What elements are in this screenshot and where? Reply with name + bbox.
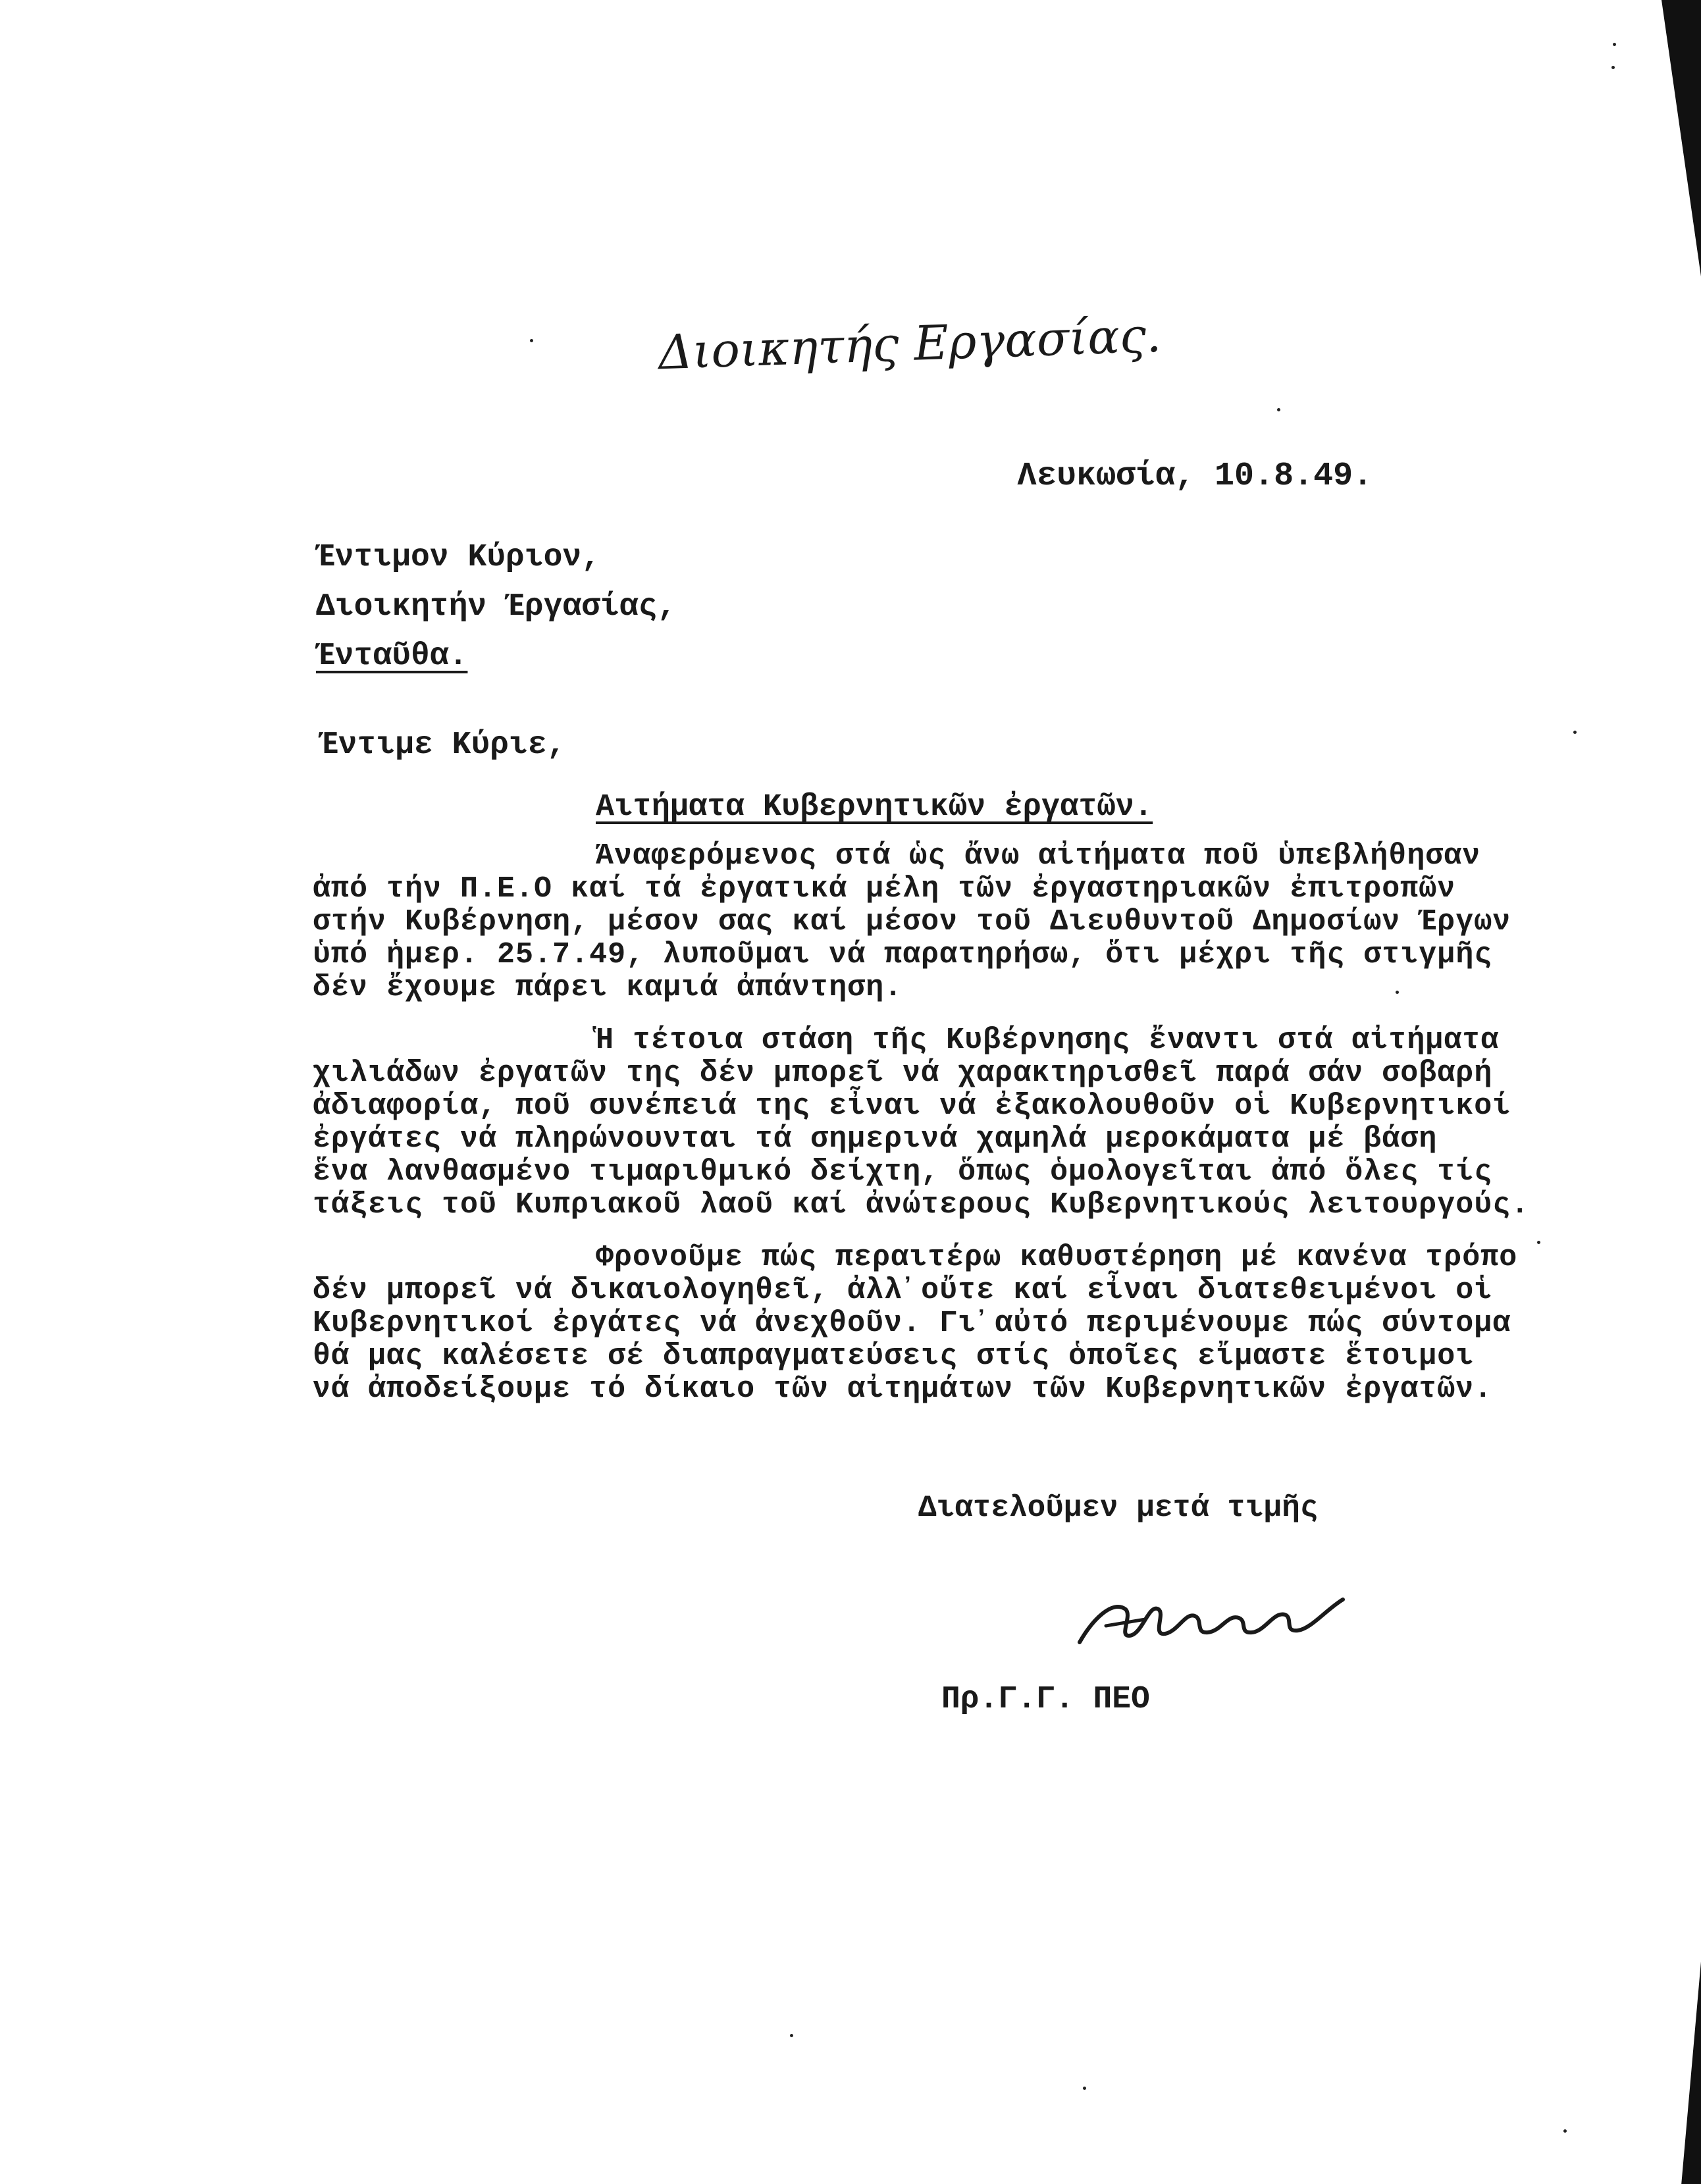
body-line: νά ἀποδείξουμε τό δίκαιο τῶν αἰτημάτων τῶν Κυβερνητικῶν ἐργατῶν. <box>313 1372 1493 1406</box>
recipient-line-2: Διοικητήν Έργασίας, <box>316 589 677 625</box>
scan-speck <box>790 2034 793 2037</box>
body-line: χιλιάδων ἐργατῶν της δέν μπορεῖ νά χαρακτηρισθεῖ παρά σάν σοβαρή <box>313 1056 1493 1090</box>
scan-speck <box>1277 408 1280 411</box>
scan-speck <box>1396 991 1399 994</box>
body-line: ἀπό τήν Π.Ε.Ο καί τά ἐργατικά μέλη τῶν ἐργαστηριακῶν ἐπιτροπῶν <box>313 872 1456 906</box>
scan-edge-shadow <box>1622 0 1701 276</box>
body-line: στήν Κυβέρνηση, μέσον σας καί μέσον τοῦ Διευθυντοῦ Δημοσίων Έργων <box>313 905 1511 939</box>
recipient-line-1: Έντιμον Κύριον, <box>316 540 601 575</box>
scan-speck <box>1537 1241 1540 1244</box>
body-line: Κυβερνητικοί ἐργάτες νά ἀνεχθοῦν. Γι᾽αὐτό περιμένουμε πώς σύντομα <box>313 1307 1511 1340</box>
body-line: τάξεις τοῦ Κυπριακοῦ λαοῦ καί ἀνώτερους Κυβερνητικούς λειτουργούς. <box>313 1188 1530 1222</box>
recipient-line-3: Ένταῦθα. <box>316 638 468 674</box>
scan-speck <box>530 339 533 342</box>
signatory-line: Πρ.Γ.Γ. ΠΕΟ <box>941 1682 1150 1717</box>
body-line: Άναφερόμενος στά ὡς ἄνω αἰτήματα ποῦ ὑπεβλήθησαν <box>596 839 1481 873</box>
body-line: ἐργάτες νά πληρώνουνται τά σημερινά χαμηλά μεροκάματα μέ βάση <box>313 1122 1438 1156</box>
body-line: ὑπό ἡμερ. 25.7.49, λυποῦμαι νά παρατηρήσω, ὅτι μέχρι τῆς στιγμῆς <box>313 938 1493 972</box>
handwritten-heading: Διοικητής Εργασίας. <box>657 307 1163 380</box>
subject-line: Αιτήματα Κυβερνητικῶν ἐργατῶν. <box>596 790 1153 825</box>
body-line: ἕνα λανθασμένο τιμαριθμικό δείχτη, ὅπως ὁμολογεῖται ἀπό ὅλες τίς <box>313 1155 1493 1189</box>
scan-speck <box>1563 2129 1567 2133</box>
body-line: Ἡ τέτοια στάση τῆς Κυβέρνησης ἔναντι στά αἰτήματα <box>596 1024 1500 1057</box>
scan-edge-shadow-bottom <box>1662 1962 1701 2184</box>
closing-line: Διατελοῦμεν μετά τιμῆς <box>918 1491 1319 1525</box>
handwritten-signature <box>1066 1573 1356 1659</box>
body-line: ἀδιαφορία, ποῦ συνέπειά της εἶναι νά ἐξακολουθοῦν οἱ Κυβερνητικοί <box>313 1089 1511 1123</box>
body-line: Φρονοῦμε πώς περαιτέρω καθυστέρηση μέ κανένα τρόπο <box>596 1241 1518 1274</box>
scan-speck <box>1611 66 1615 69</box>
body-line: δέν μπορεῖ νά δικαιολογηθεῖ, ἀλλ᾽οὔτε καί εἶναι διατεθειμένοι οἱ <box>313 1274 1493 1307</box>
body-line: δέν ἔχουμε πάρει καμιά ἀπάντηση. <box>313 971 903 1004</box>
salutation: Έντιμε Κύριε, <box>319 727 566 763</box>
scan-speck <box>1613 43 1616 46</box>
date-line: Λευκωσία, 10.8.49. <box>1017 457 1373 495</box>
body-line: θά μας καλέσετε σέ διαπραγματεύσεις στίς ὁποῖες εἴμαστε ἕτοιμοι <box>313 1339 1475 1373</box>
scan-speck <box>1573 731 1577 734</box>
scan-speck <box>1083 2087 1086 2090</box>
